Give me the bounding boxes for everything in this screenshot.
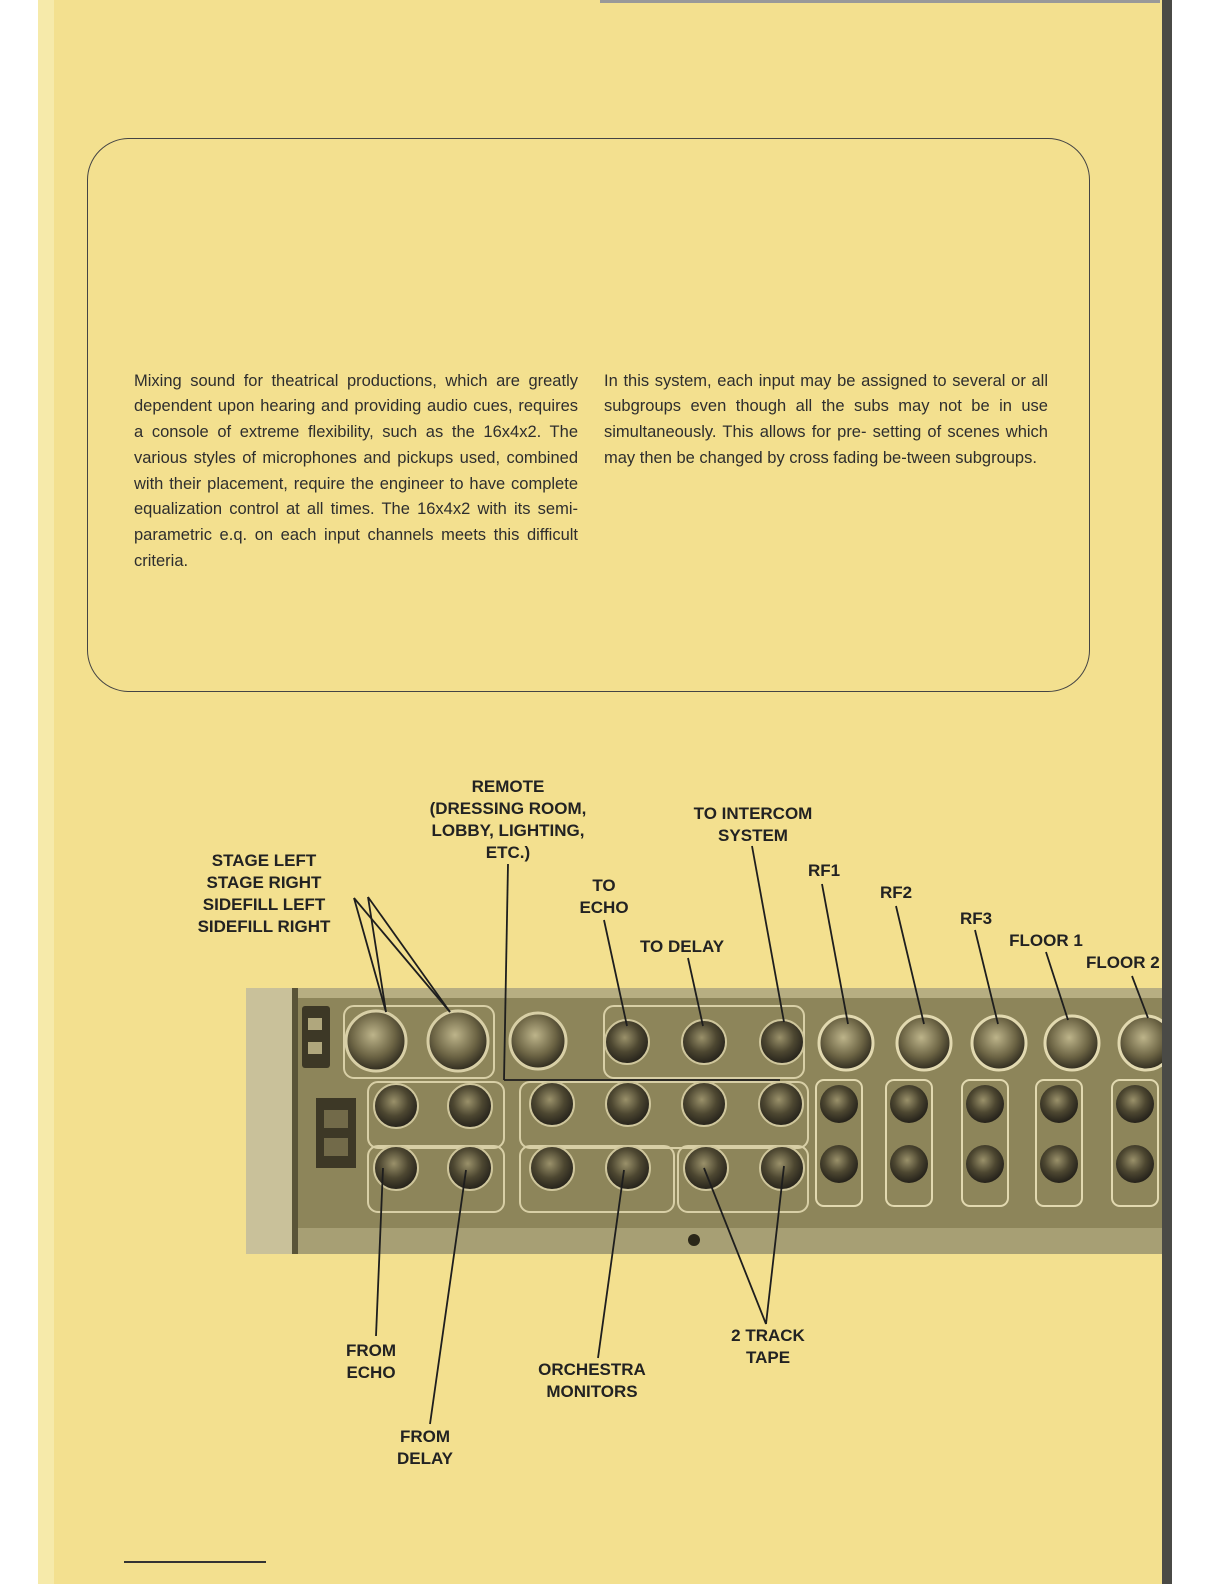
label-two-track-tape: 2 TRACK TAPE xyxy=(731,1326,805,1367)
label-floor1: FLOOR 1 xyxy=(1009,931,1083,950)
xlr-outputs xyxy=(346,1011,566,1071)
label-rf3: RF3 xyxy=(959,909,993,928)
label-remote: REMOTE (DRESSING ROOM, LOBBY, LIGHTING, ETC.) xyxy=(429,777,587,862)
label-stage-outputs: STAGE LEFT STAGE RIGHT SIDEFILL LEFT SIDEFILL RIGHT xyxy=(197,851,331,936)
label-rf2: RF2 xyxy=(879,883,913,902)
power-socket xyxy=(316,1098,356,1168)
label-rf1: RF1 xyxy=(807,861,841,880)
label-orchestra-monitors: ORCHESTRA MONITORS xyxy=(538,1360,646,1401)
panel-screw xyxy=(688,1234,700,1246)
connector-panel-photo xyxy=(246,988,1162,1254)
label-from-echo: FROM ECHO xyxy=(345,1341,397,1382)
body-text-left: Mixing sound for theatrical productions, which are greatly dependent upon hearing and providing audio cues, requires a console of extreme flexibility, such as the 16x4x2. The various styles of microphones and pickups used, combined with their placement, require the engineer to have complete equalization control at all times. The 16x4x2 with its semi-parametric e.q. on each input channels meets this difficult criteria. xyxy=(134,371,578,571)
top-rule xyxy=(600,0,1160,3)
page-left-margin xyxy=(0,0,38,1584)
switch-block xyxy=(302,1006,330,1068)
label-to-delay: TO DELAY xyxy=(639,937,725,956)
body-text-right: In this system, each input may be assigned to several or all subgroups even though all the subs may not be in use simultaneously. This allows for pre- setting of scenes which may then be changed by cross fading be-tween subgroups. xyxy=(604,371,1048,467)
talkback-xlr xyxy=(510,1013,566,1069)
page-edge-shadow xyxy=(1162,0,1172,1584)
aux-send-jacks xyxy=(605,1020,804,1064)
label-to-intercom: TO INTERCOM SYSTEM xyxy=(693,804,813,845)
label-from-delay: FROM DELAY xyxy=(396,1427,454,1468)
label-floor2: FLOOR 2 xyxy=(1086,953,1160,972)
panel-end-cap xyxy=(246,988,292,1254)
bottom-rule xyxy=(124,1561,266,1563)
page-binding-strip xyxy=(38,0,54,1584)
label-to-echo: TO ECHO xyxy=(579,876,629,917)
